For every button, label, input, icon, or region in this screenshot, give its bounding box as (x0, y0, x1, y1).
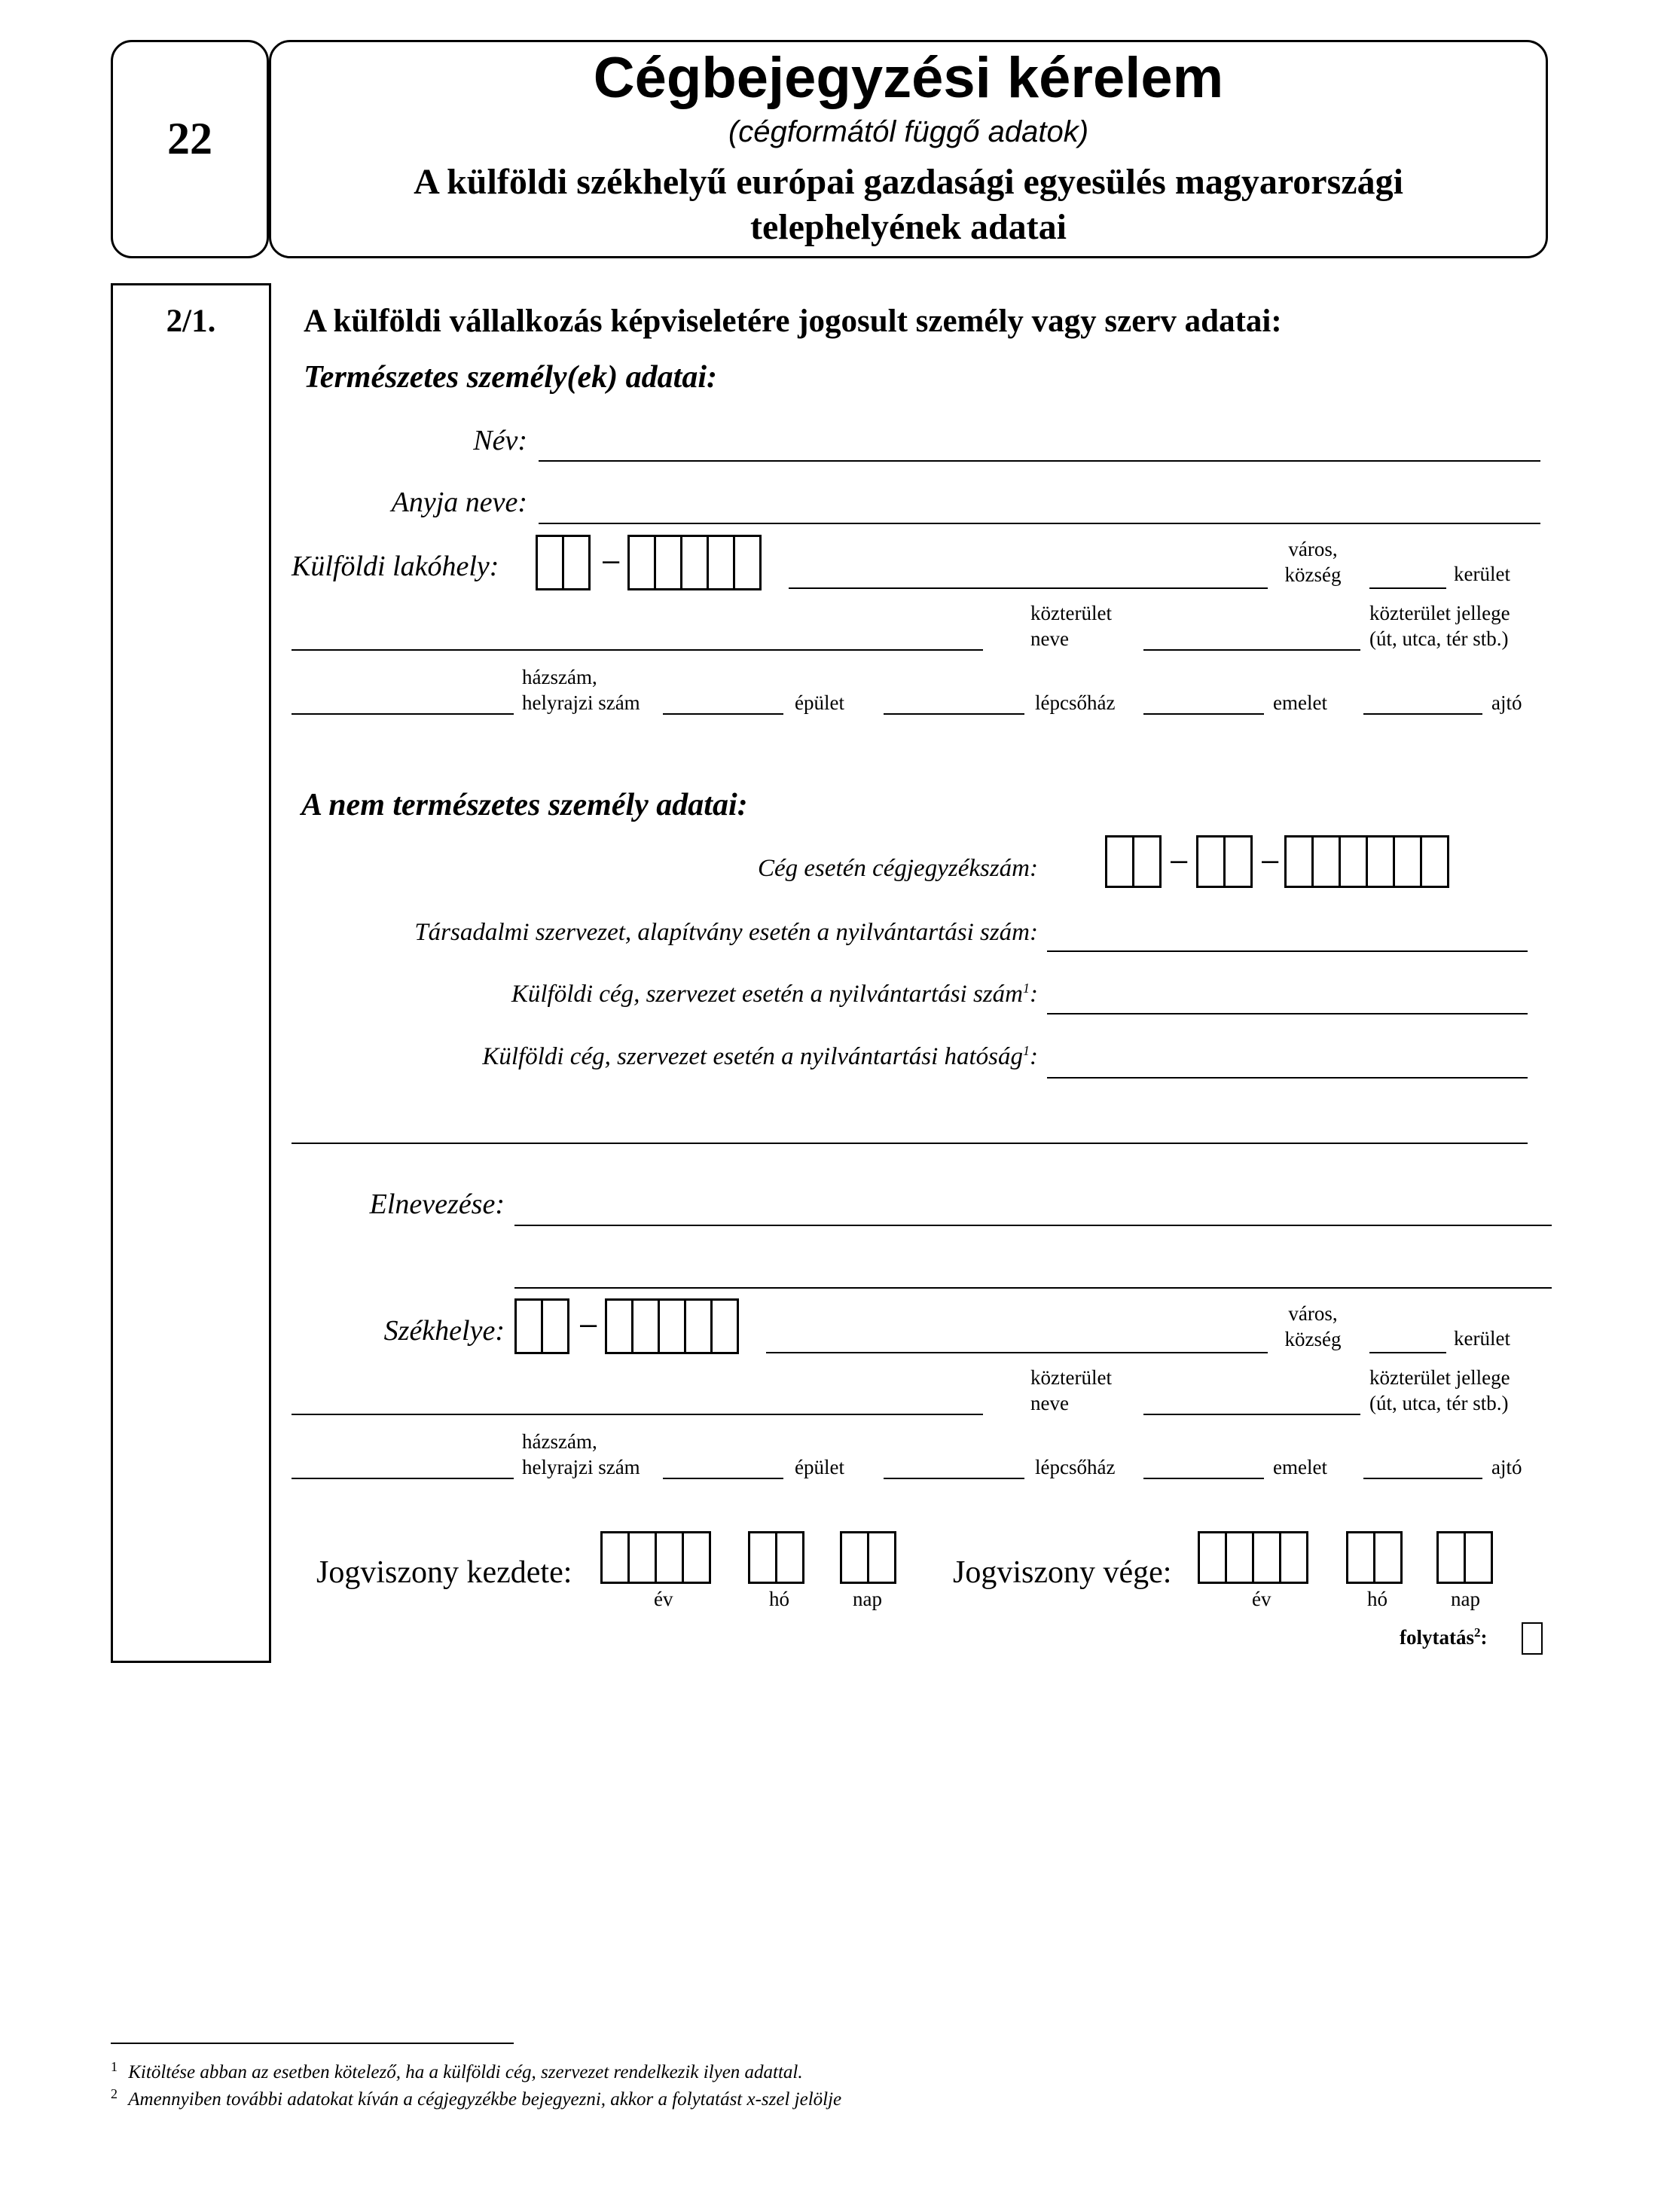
seat-building-field[interactable] (663, 1478, 783, 1479)
continuation-label: folytatás$^2$: (1400, 1625, 1488, 1649)
staircase-label: lépcsőház (1035, 691, 1116, 714)
residence-postal-code[interactable] (627, 535, 762, 590)
seat-door-label: ajtó (1491, 1456, 1522, 1478)
page-heading-line1: A külföldi székhelyű európai gazdasági egyesülés magyarországi (414, 162, 1403, 202)
seat-district-field[interactable] (1369, 1352, 1446, 1353)
name-field[interactable] (539, 460, 1540, 462)
social-org-number-field[interactable] (1047, 950, 1528, 952)
authority-continuation-field[interactable] (292, 1143, 1528, 1144)
end-day-cells[interactable] (1436, 1531, 1493, 1584)
street-type-label: közterület jellege (út, utca, tér stb.) (1369, 602, 1510, 650)
foreign-registration-number-label: Külföldi cég, szervezet esetén a nyilvántartási szám$^1$: (511, 981, 1038, 1008)
building-label: épület (795, 691, 844, 714)
start-year-label: év (654, 1588, 673, 1610)
registry-number-part3[interactable] (1284, 835, 1449, 888)
form-number: 22 (167, 114, 212, 163)
foreign-registration-authority-field[interactable] (1047, 1077, 1528, 1079)
mother-name-field[interactable] (539, 523, 1540, 524)
start-day-label: nap (853, 1588, 882, 1610)
seat-staircase-field[interactable] (884, 1478, 1024, 1479)
seat-street-field[interactable] (292, 1414, 983, 1415)
start-day-cells[interactable] (840, 1531, 896, 1584)
end-day-label: nap (1451, 1588, 1480, 1610)
seat-label: Székhelye: (383, 1315, 505, 1347)
registry-number-part2[interactable] (1196, 835, 1253, 888)
non-natural-person-title: A nem természetes személy adatai: (301, 788, 748, 822)
mother-name-label: Anyja neve: (391, 487, 527, 518)
seat-postal-dash: – (580, 1307, 597, 1341)
relationship-start-label: Jogviszony kezdete: (316, 1555, 572, 1590)
entity-name-label: Elnevezése: (369, 1188, 505, 1220)
floor-label: emelet (1273, 691, 1327, 714)
seat-postal-prefix[interactable] (514, 1298, 569, 1354)
seat-street-type-label: közterület jellege (út, utca, tér stb.) (1369, 1366, 1510, 1414)
end-year-label: év (1252, 1588, 1272, 1610)
residence-floor-field[interactable] (1143, 713, 1264, 715)
section-number-column (111, 283, 271, 1663)
relationship-end-label: Jogviszony vége: (953, 1555, 1172, 1590)
end-month-cells[interactable] (1346, 1531, 1403, 1584)
section-number: 2/1. (166, 304, 216, 339)
social-org-label: Társadalmi szervezet, alapítvány esetén a nyilvántartási szám: (414, 919, 1038, 946)
page-title: Cégbejegyzési kérelem (593, 46, 1224, 110)
foreign-residence-label: Külföldi lakóhely: (292, 551, 499, 582)
footnote-separator (111, 2043, 514, 2044)
continuation-checkbox[interactable] (1522, 1622, 1543, 1655)
residence-house-number-field[interactable] (292, 713, 514, 715)
end-year-cells[interactable] (1198, 1531, 1308, 1584)
seat-floor-label: emelet (1273, 1456, 1327, 1478)
seat-postal-code[interactable] (605, 1298, 739, 1354)
end-month-label: hó (1367, 1588, 1388, 1610)
registry-number-part1[interactable] (1105, 835, 1162, 888)
city-label: város, község (1284, 538, 1342, 586)
seat-floor-field[interactable] (1143, 1478, 1264, 1479)
seat-street-type-field[interactable] (1143, 1414, 1360, 1415)
start-month-label: hó (769, 1588, 789, 1610)
residence-street-field[interactable] (292, 649, 983, 651)
seat-city-label: város, község (1284, 1302, 1342, 1350)
footnote-2: $^2$ Amennyiben további adatokat kíván a cégjegyzékbe bejegyezni, akkor a folytatást x-szel jelölje (111, 2086, 842, 2110)
seat-building-label: épület (795, 1456, 844, 1478)
registry-dash1: – (1171, 844, 1188, 877)
seat-city-field[interactable] (766, 1352, 1268, 1353)
foreign-registration-number-field[interactable] (1047, 1013, 1528, 1014)
name-label: Név: (473, 425, 527, 456)
start-year-cells[interactable] (600, 1531, 711, 1584)
district-label: kerület (1454, 563, 1510, 585)
foreign-registration-authority-label: Külföldi cég, szervezet esetén a nyilvántartási hatóság$^1$: (482, 1043, 1038, 1070)
residence-door-field[interactable] (1363, 713, 1482, 715)
residence-staircase-field[interactable] (884, 713, 1024, 715)
company-registry-label: Cég esetén cégjegyzékszám: (757, 855, 1038, 882)
seat-door-field[interactable] (1363, 1478, 1482, 1479)
residence-city-field[interactable] (789, 587, 1268, 589)
seat-house-number-field[interactable] (292, 1478, 514, 1479)
residence-street-type-field[interactable] (1143, 649, 1360, 651)
seat-street-name-label: közterület neve (1030, 1366, 1112, 1414)
start-month-cells[interactable] (748, 1531, 804, 1584)
natural-person-title: Természetes személy(ek) adatai: (304, 360, 717, 395)
residence-district-field[interactable] (1369, 587, 1446, 589)
seat-staircase-label: lépcsőház (1035, 1456, 1116, 1478)
seat-district-label: kerület (1454, 1327, 1510, 1350)
residence-postal-dash: – (603, 544, 620, 577)
street-name-label: közterület neve (1030, 602, 1112, 650)
residence-building-field[interactable] (663, 713, 783, 715)
entity-name-field-line2[interactable] (514, 1287, 1552, 1289)
section-title: A külföldi vállalkozás képviseletére jogosult személy vagy szerv adatai: (304, 304, 1282, 339)
seat-house-number-label: házszám, helyrajzi szám (522, 1430, 640, 1478)
registry-dash2: – (1262, 844, 1279, 877)
page-subtitle: (cégformától függő adatok) (728, 115, 1089, 148)
footnote-1: $^1$ Kitöltése abban az esetben kötelező, ha a külföldi cég, szervezet rendelkezik ilyen adattal. (111, 2059, 803, 2083)
door-label: ajtó (1491, 691, 1522, 714)
house-number-label: házszám, helyrajzi szám (522, 666, 640, 714)
entity-name-field[interactable] (514, 1225, 1552, 1226)
page-heading-line2: telephelyének adatai (750, 207, 1067, 247)
residence-postal-prefix[interactable] (536, 535, 591, 590)
